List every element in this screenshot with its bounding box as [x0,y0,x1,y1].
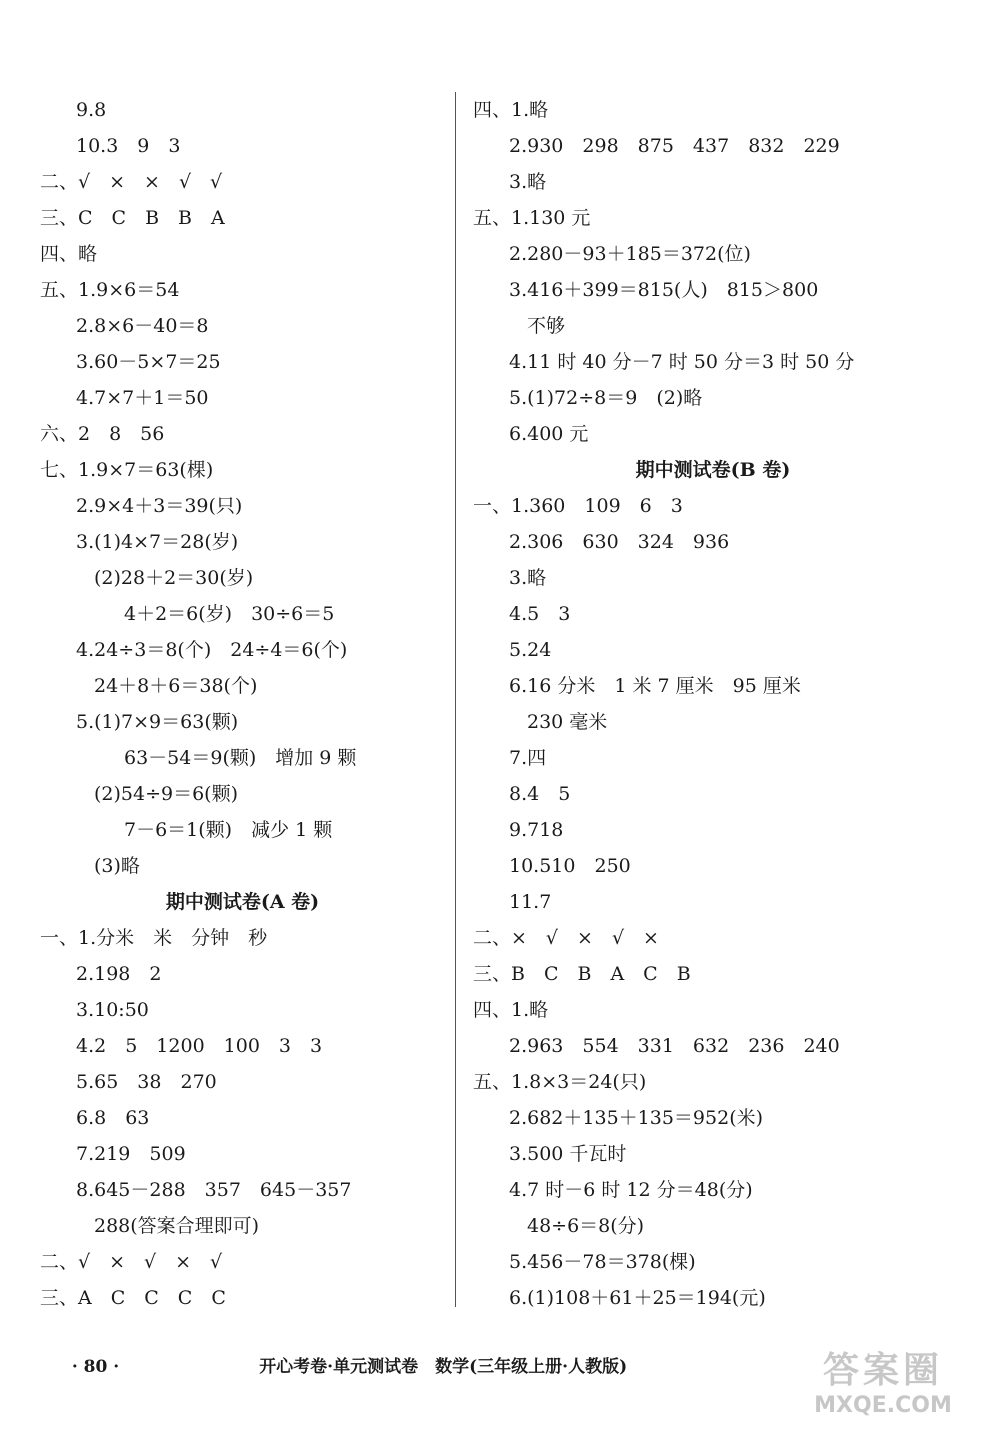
right-column [473,92,953,1316]
answer-line: 3.500 千瓦时 [509,1143,627,1165]
answer-line: 二、√ × √ × √ [40,1251,223,1273]
answer-line: 24＋8＋6＝38(个) [94,675,258,697]
answer-line: 六、2 8 56 [40,423,165,445]
page-number: · 80 · [71,1357,120,1377]
answer-line: 一、1.360 109 6 3 [473,495,683,517]
answer-line: 5.24 [509,639,552,661]
answer-line: 四、略 [40,243,98,265]
answer-line: 288(答案合理即可) [94,1215,260,1237]
column-divider [455,92,456,1307]
answer-line: 2.9×4＋3＝39(只) [76,495,243,517]
answer-line: 2.930 298 875 437 832 229 [509,135,840,157]
answer-line: 4.11 时 40 分－7 时 50 分＝3 时 50 分 [509,351,855,373]
answer-line: 6.16 分米 1 米 7 厘米 95 厘米 [509,675,801,697]
answer-line: 4.2 5 1200 100 3 3 [76,1035,323,1057]
section-heading: 期中测试卷(A 卷) [165,891,320,913]
watermark-logo [788,1349,978,1425]
book-title: 开心考卷·单元测试卷 数学(三年级上册·人教版) [259,1357,628,1377]
answer-line: 五、1.130 元 [473,207,591,229]
answer-line: 5.456－78＝378(棵) [509,1251,696,1273]
answer-line: 3.(1)4×7＝28(岁) [76,531,239,553]
answer-line: 三、C C B B A [40,207,225,229]
answer-line: 2.306 630 324 936 [509,531,730,553]
answer-line: 6.400 元 [509,423,589,445]
answer-line: 63－54＝9(颗) 增加 9 颗 [124,747,357,769]
answer-line: 6.8 63 [76,1107,150,1129]
answer-line: 3.10:50 [76,999,149,1021]
answer-line: 3.416＋399＝815(人) 815＞800 [509,279,819,301]
answer-line: 二、× √ × √ × [473,927,659,949]
answer-line: 5.65 38 270 [76,1071,217,1093]
answer-line: 4.7×7＋1＝50 [76,387,209,409]
answer-line: 3.略 [509,567,547,589]
answer-line: 7.219 509 [76,1143,186,1165]
left-column [40,92,445,1316]
answer-line: 4.24÷3＝8(个) 24÷4＝6(个) [76,639,348,661]
answer-line: 三、B C B A C B [473,963,691,985]
answer-line: 6.(1)108＋61＋25＝194(元) [509,1287,766,1309]
answer-line: 10.3 9 3 [76,135,181,157]
answer-line: (3)略 [94,855,140,877]
answer-line: 7－6＝1(颗) 减少 1 颗 [124,819,333,841]
answer-line: 2.198 2 [76,963,162,985]
answer-line: 7.四 [509,747,547,769]
answer-line: 3.略 [509,171,547,193]
answer-line: 9.718 [509,819,564,841]
answer-line: 4＋2＝6(岁) 30÷6＝5 [124,603,335,625]
answer-line: 七、1.9×7＝63(棵) [40,459,214,481]
watermark-url: MXQE.COM [814,1393,952,1418]
answer-line: 2.280－93＋185＝372(位) [509,243,751,265]
answer-line: 8.4 5 [509,783,571,805]
page-footer [60,1332,627,1377]
answer-line: 不够 [527,315,566,337]
answer-line: 五、1.9×6＝54 [40,279,180,301]
section-heading: 期中测试卷(B 卷) [635,459,791,481]
answer-line: 2.682＋135＋135＝952(米) [509,1107,764,1129]
watermark-text: 答案圈 [822,1350,943,1391]
answer-line: 四、1.略 [473,999,549,1021]
answer-line: 9.8 [76,99,107,121]
answer-line: 2.8×6－40＝8 [76,315,209,337]
answer-line: 2.963 554 331 632 236 240 [509,1035,840,1057]
answer-line: 3.60－5×7＝25 [76,351,221,373]
answer-line: 4.7 时－6 时 12 分＝48(分) [509,1179,753,1201]
answer-line: 48÷6＝8(分) [527,1215,645,1237]
answer-line: 5.(1)72÷8＝9 (2)略 [509,387,703,409]
answer-line: 10.510 250 [509,855,631,877]
answer-line: 四、1.略 [473,99,549,121]
answer-line: 五、1.8×3＝24(只) [473,1071,647,1093]
answer-line: 230 毫米 [527,711,608,733]
answer-line: 二、√ × × √ √ [40,171,223,193]
answer-line: 一、1.分米 米 分钟 秒 [40,927,268,949]
answer-line: (2)28＋2＝30(岁) [94,567,254,589]
answer-line: 三、A C C C C [40,1287,226,1309]
answer-line: (2)54÷9＝6(颗) [94,783,239,805]
answer-line: 8.645－288 357 645－357 [76,1179,352,1201]
answer-line: 4.5 3 [509,603,571,625]
answer-line: 11.7 [509,891,552,913]
answer-line: 5.(1)7×9＝63(颗) [76,711,239,733]
